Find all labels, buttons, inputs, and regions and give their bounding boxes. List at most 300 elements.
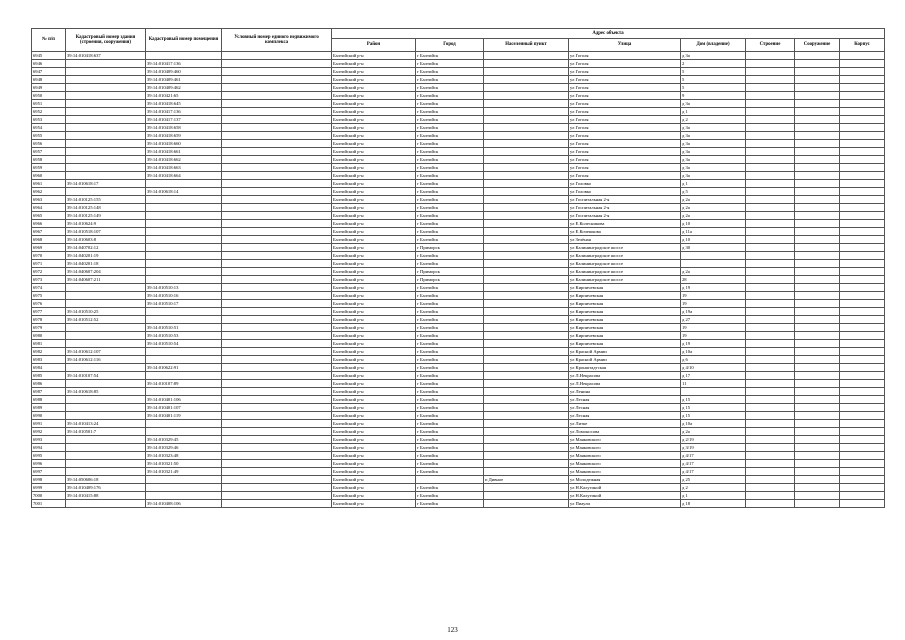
- cell-settlement: [484, 396, 569, 404]
- cell-building: [746, 468, 795, 476]
- cell-house: д 3а: [681, 156, 746, 164]
- cell-structure: [795, 52, 840, 60]
- cell-korpus: [840, 156, 885, 164]
- cell-settlement: [484, 364, 569, 372]
- cell-korpus: [840, 188, 885, 196]
- cell-korpus: [840, 116, 885, 124]
- cell-structure: [795, 396, 840, 404]
- cell-korpus: [840, 276, 885, 284]
- cell-conditional-number: [222, 492, 332, 500]
- cell-korpus: [840, 100, 885, 108]
- table-row: [32, 420, 885, 428]
- cell-conditional-number: [222, 100, 332, 108]
- cell-house: 5: [681, 76, 746, 84]
- cell-city: г Балтийск: [416, 124, 484, 132]
- cell-cadastral-premise: [146, 372, 222, 380]
- cell-structure: [795, 196, 840, 204]
- cell-district: Балтийский р-н: [332, 492, 416, 500]
- table-row: [32, 332, 885, 340]
- cell-house: 11: [681, 380, 746, 388]
- cell-settlement: [484, 308, 569, 316]
- cell-conditional-number: [222, 356, 332, 364]
- cell-city: г Балтийск: [416, 372, 484, 380]
- cell-cadastral-premise: [146, 204, 222, 212]
- cell-conditional-number: [222, 316, 332, 324]
- cell-num: 6998: [32, 476, 66, 484]
- cell-structure: [795, 188, 840, 196]
- cell-structure: [795, 236, 840, 244]
- table-row: [32, 132, 885, 140]
- cell-house: д 17: [681, 372, 746, 380]
- cell-street: ул Гоголя: [569, 52, 681, 60]
- cell-korpus: [840, 292, 885, 300]
- table-row: [32, 284, 885, 292]
- cell-building: [746, 364, 795, 372]
- cell-city: г Балтийск: [416, 172, 484, 180]
- cell-cadastral-premise: 39:14:010401:107: [146, 404, 222, 412]
- cell-cadastral-building: [66, 164, 146, 172]
- cell-structure: [795, 476, 840, 484]
- cell-korpus: [840, 204, 885, 212]
- cell-conditional-number: [222, 468, 332, 476]
- cell-cadastral-building: [66, 156, 146, 164]
- table-row: [32, 468, 885, 476]
- cell-district: Балтийский р-н: [332, 444, 416, 452]
- cell-building: [746, 188, 795, 196]
- cell-num: 6969: [32, 244, 66, 252]
- cell-district: Балтийский р-н: [332, 132, 416, 140]
- cell-conditional-number: [222, 388, 332, 396]
- cell-house: д 10: [681, 236, 746, 244]
- cell-house: д 18: [681, 500, 746, 508]
- cell-structure: [795, 148, 840, 156]
- cell-korpus: [840, 148, 885, 156]
- cell-conditional-number: [222, 124, 332, 132]
- cell-street: ул Гоголя: [569, 140, 681, 148]
- table-row: [32, 76, 885, 84]
- cell-house: д 19а: [681, 308, 746, 316]
- cell-street: ул Калининградское шоссе: [569, 276, 681, 284]
- table-row: [32, 412, 885, 420]
- cell-settlement: [484, 84, 569, 92]
- cell-korpus: [840, 172, 885, 180]
- cell-conditional-number: [222, 308, 332, 316]
- cell-settlement: [484, 180, 569, 188]
- cell-conditional-number: [222, 164, 332, 172]
- cell-korpus: [840, 332, 885, 340]
- cell-building: [746, 268, 795, 276]
- cell-structure: [795, 116, 840, 124]
- cell-cadastral-building: [66, 444, 146, 452]
- cell-structure: [795, 76, 840, 84]
- cell-house: д 3/19: [681, 444, 746, 452]
- cell-structure: [795, 468, 840, 476]
- cell-street: ул Н.Калугиной: [569, 484, 681, 492]
- cell-street: ул Госпитальная 2-я: [569, 196, 681, 204]
- table-row: [32, 252, 885, 260]
- table-row: [32, 316, 885, 324]
- cell-settlement: [484, 388, 569, 396]
- cell-num: 6953: [32, 116, 66, 124]
- cell-cadastral-premise: [146, 276, 222, 284]
- cell-cadastral-premise: 39:14:010510:51: [146, 324, 222, 332]
- cell-district: Балтийский р-н: [332, 324, 416, 332]
- cell-settlement: [484, 76, 569, 84]
- cell-settlement: [484, 92, 569, 100]
- cell-district: Балтийский р-н: [332, 308, 416, 316]
- table-row: [32, 324, 885, 332]
- cell-conditional-number: [222, 364, 332, 372]
- cell-city: г Балтийск: [416, 284, 484, 292]
- cell-num: 6985: [32, 372, 66, 380]
- cell-building: [746, 204, 795, 212]
- cell-korpus: [840, 284, 885, 292]
- table-row: [32, 260, 885, 268]
- cell-settlement: [484, 492, 569, 500]
- cell-district: Балтийский р-н: [332, 316, 416, 324]
- cell-num: 6993: [32, 436, 66, 444]
- cell-cadastral-premise: 39:14:010329:45: [146, 436, 222, 444]
- cell-settlement: [484, 484, 569, 492]
- cell-num: 6950: [32, 92, 66, 100]
- cell-cadastral-premise: 39:14:010510:54: [146, 340, 222, 348]
- cell-street: ул Гоголя: [569, 100, 681, 108]
- cell-korpus: [840, 300, 885, 308]
- cell-settlement: [484, 316, 569, 324]
- cell-conditional-number: [222, 340, 332, 348]
- cell-conditional-number: [222, 236, 332, 244]
- cell-street: ул Молодежная: [569, 476, 681, 484]
- cell-street: ул Маяковского: [569, 460, 681, 468]
- cell-conditional-number: [222, 292, 332, 300]
- cell-settlement: [484, 356, 569, 364]
- cell-city: г Балтийск: [416, 388, 484, 396]
- cell-cadastral-building: 39:14:040201:19: [66, 252, 146, 260]
- cell-settlement: [484, 324, 569, 332]
- cell-korpus: [840, 92, 885, 100]
- cell-street: ул Красной Армии: [569, 356, 681, 364]
- cell-num: 6956: [32, 140, 66, 148]
- cell-city: г Балтийск: [416, 68, 484, 76]
- cell-conditional-number: [222, 180, 332, 188]
- cell-conditional-number: [222, 404, 332, 412]
- cell-cadastral-building: 39:14:050606:18: [66, 476, 146, 484]
- cell-city: г Балтийск: [416, 500, 484, 508]
- cell-cadastral-building: 39:14:010501:7: [66, 428, 146, 436]
- cell-structure: [795, 124, 840, 132]
- cell-cadastral-building: [66, 324, 146, 332]
- cell-cadastral-premise: 39:14:010329:46: [146, 444, 222, 452]
- cell-num: 6986: [32, 380, 66, 388]
- cell-district: Балтийский р-н: [332, 244, 416, 252]
- header-cadastral-building: Кадастровый номер здания (строения, сооружения): [66, 29, 146, 52]
- cell-korpus: [840, 124, 885, 132]
- cell-district: Балтийский р-н: [332, 76, 416, 84]
- cell-korpus: [840, 140, 885, 148]
- cell-settlement: [484, 244, 569, 252]
- cell-structure: [795, 364, 840, 372]
- cell-num: 6949: [32, 84, 66, 92]
- cell-cadastral-building: 39:14:010603:8: [66, 236, 146, 244]
- cell-district: Балтийский р-н: [332, 348, 416, 356]
- cell-city: г Балтийск: [416, 76, 484, 84]
- cell-korpus: [840, 212, 885, 220]
- cell-cadastral-premise: 39:14:010401:106: [146, 396, 222, 404]
- cell-city: г Балтийск: [416, 92, 484, 100]
- cell-street: ул Ломоносова: [569, 428, 681, 436]
- table-row: [32, 372, 885, 380]
- cell-korpus: [840, 60, 885, 68]
- table-row: [32, 388, 885, 396]
- cell-structure: [795, 260, 840, 268]
- cell-street: ул Кирпичевская: [569, 316, 681, 324]
- table-row: [32, 140, 885, 148]
- header-house: Дом (владение): [681, 39, 746, 52]
- cell-city: г Балтийск: [416, 356, 484, 364]
- cell-house: д 3а: [681, 172, 746, 180]
- table-row: [32, 156, 885, 164]
- cell-street: ул Головко: [569, 180, 681, 188]
- cell-cadastral-premise: 39:14:010409:461: [146, 76, 222, 84]
- cell-building: [746, 388, 795, 396]
- table-row: [32, 60, 885, 68]
- cell-building: [746, 332, 795, 340]
- cell-korpus: [840, 484, 885, 492]
- header-conditional-number: Условный номер единого недвижимого комплекса: [222, 29, 332, 52]
- cell-cadastral-premise: [146, 260, 222, 268]
- cell-settlement: [484, 172, 569, 180]
- cell-korpus: [840, 348, 885, 356]
- cell-structure: [795, 164, 840, 172]
- cell-korpus: [840, 324, 885, 332]
- cell-cadastral-building: [66, 68, 146, 76]
- cell-num: 6999: [32, 484, 66, 492]
- cell-cadastral-building: [66, 84, 146, 92]
- table-row: [32, 220, 885, 228]
- cell-cadastral-building: 39:14:010125:149: [66, 212, 146, 220]
- cell-num: 6991: [32, 420, 66, 428]
- cell-num: 6996: [32, 460, 66, 468]
- cell-building: [746, 276, 795, 284]
- cell-conditional-number: [222, 108, 332, 116]
- table-row: [32, 188, 885, 196]
- cell-district: Балтийский р-н: [332, 356, 416, 364]
- cell-district: Балтийский р-н: [332, 420, 416, 428]
- cell-settlement: п Дивное: [484, 476, 569, 484]
- cell-cadastral-building: [66, 124, 146, 132]
- table-row: [32, 180, 885, 188]
- cell-num: 6980: [32, 332, 66, 340]
- cell-korpus: [840, 436, 885, 444]
- cell-district: Балтийский р-н: [332, 196, 416, 204]
- cell-korpus: [840, 500, 885, 508]
- cell-structure: [795, 356, 840, 364]
- cell-city: г Балтийск: [416, 116, 484, 124]
- table-row: [32, 380, 885, 388]
- cell-num: 6984: [32, 364, 66, 372]
- cell-conditional-number: [222, 204, 332, 212]
- cell-building: [746, 52, 795, 60]
- table-row: [32, 484, 885, 492]
- header-structure: Сооружение: [795, 39, 840, 52]
- cell-korpus: [840, 244, 885, 252]
- cell-building: [746, 452, 795, 460]
- cell-cadastral-premise: [146, 244, 222, 252]
- cell-city: г Балтийск: [416, 348, 484, 356]
- cell-korpus: [840, 180, 885, 188]
- cell-city: г Приморск: [416, 276, 484, 284]
- cell-street: ул Кирпичевская: [569, 324, 681, 332]
- cell-cadastral-premise: [146, 388, 222, 396]
- cell-cadastral-premise: 39:14:010321:49: [146, 468, 222, 476]
- cell-cadastral-premise: [146, 428, 222, 436]
- cell-building: [746, 460, 795, 468]
- cell-house: д 3а: [681, 132, 746, 140]
- table-row: [32, 172, 885, 180]
- cell-street: ул Госпитальная 2-я: [569, 212, 681, 220]
- cell-settlement: [484, 252, 569, 260]
- cell-korpus: [840, 492, 885, 500]
- cell-cadastral-premise: 39:14:010418:664: [146, 172, 222, 180]
- cell-structure: [795, 68, 840, 76]
- cell-district: Балтийский р-н: [332, 148, 416, 156]
- table-row: [32, 116, 885, 124]
- cell-building: [746, 132, 795, 140]
- cell-district: Балтийский р-н: [332, 188, 416, 196]
- cell-district: Балтийский р-н: [332, 100, 416, 108]
- cell-house: 28: [681, 276, 746, 284]
- cell-cadastral-building: 39:14:010518:107: [66, 228, 146, 236]
- cell-street: ул Красной Армии: [569, 348, 681, 356]
- cell-korpus: [840, 444, 885, 452]
- cell-num: 6961: [32, 180, 66, 188]
- cell-district: Балтийский р-н: [332, 436, 416, 444]
- cell-house: 19: [681, 292, 746, 300]
- cell-conditional-number: [222, 444, 332, 452]
- cell-district: Балтийский р-н: [332, 84, 416, 92]
- cell-district: Балтийский р-н: [332, 276, 416, 284]
- cell-cadastral-premise: 39:14:010417:137: [146, 116, 222, 124]
- cell-korpus: [840, 308, 885, 316]
- cell-house: д 1: [681, 180, 746, 188]
- cell-city: г Балтийск: [416, 108, 484, 116]
- cell-house: [681, 252, 746, 260]
- cell-cadastral-building: [66, 188, 146, 196]
- cell-num: 6952: [32, 108, 66, 116]
- cell-building: [746, 356, 795, 364]
- cell-district: Балтийский р-н: [332, 500, 416, 508]
- cell-house: 9: [681, 92, 746, 100]
- cell-num: 6966: [32, 220, 66, 228]
- cell-cadastral-building: [66, 76, 146, 84]
- cell-cadastral-premise: 39:14:010418:662: [146, 156, 222, 164]
- cell-street: ул Гоголя: [569, 92, 681, 100]
- cell-district: Балтийский р-н: [332, 364, 416, 372]
- cell-korpus: [840, 252, 885, 260]
- cell-structure: [795, 172, 840, 180]
- cell-cadastral-premise: 39:14:010510:16: [146, 292, 222, 300]
- cell-cadastral-building: 39:14:010624:9: [66, 220, 146, 228]
- cell-house: д 10а: [681, 348, 746, 356]
- cell-house: д 3а: [681, 140, 746, 148]
- cell-building: [746, 340, 795, 348]
- cell-city: г Балтийск: [416, 380, 484, 388]
- cell-cadastral-premise: [146, 212, 222, 220]
- cell-house: д 10а: [681, 420, 746, 428]
- cell-cadastral-premise: 39:14:010321:50: [146, 460, 222, 468]
- cell-street: ул Головко: [569, 188, 681, 196]
- cell-structure: [795, 268, 840, 276]
- cell-num: 6990: [32, 412, 66, 420]
- cell-num: 6976: [32, 300, 66, 308]
- cell-district: Балтийский р-н: [332, 236, 416, 244]
- cell-district: Балтийский р-н: [332, 124, 416, 132]
- cell-city: г Балтийск: [416, 340, 484, 348]
- cell-structure: [795, 372, 840, 380]
- cell-structure: [795, 228, 840, 236]
- cell-num: 6968: [32, 236, 66, 244]
- cell-street: ул Кирпичевская: [569, 332, 681, 340]
- cell-building: [746, 300, 795, 308]
- cell-num: 6945: [32, 52, 66, 60]
- cell-cadastral-building: [66, 148, 146, 156]
- cell-street: ул Кирпичевская: [569, 308, 681, 316]
- cell-city: г Балтийск: [416, 396, 484, 404]
- cell-korpus: [840, 420, 885, 428]
- cell-cadastral-building: [66, 364, 146, 372]
- cell-city: г Балтийск: [416, 460, 484, 468]
- cell-conditional-number: [222, 348, 332, 356]
- cell-cadastral-premise: 39:14:010418:660: [146, 140, 222, 148]
- cell-cadastral-premise: 39:14:010401:119: [146, 412, 222, 420]
- cell-street: ул Маяковского: [569, 468, 681, 476]
- table-row: [32, 196, 885, 204]
- cell-house: д 2: [681, 116, 746, 124]
- cell-city: г Балтийск: [416, 164, 484, 172]
- cell-conditional-number: [222, 332, 332, 340]
- table-header: [32, 29, 885, 52]
- cell-settlement: [484, 340, 569, 348]
- cell-house: д 4/17: [681, 452, 746, 460]
- cell-structure: [795, 436, 840, 444]
- cell-street: ул Калининградское шоссе: [569, 244, 681, 252]
- cell-structure: [795, 180, 840, 188]
- cell-settlement: [484, 268, 569, 276]
- cell-cadastral-premise: [146, 52, 222, 60]
- table-row: [32, 236, 885, 244]
- cell-street: ул Калининградское шоссе: [569, 260, 681, 268]
- cell-settlement: [484, 460, 569, 468]
- cell-house: 5: [681, 68, 746, 76]
- cell-house: д 19: [681, 284, 746, 292]
- cell-building: [746, 428, 795, 436]
- cell-district: Балтийский р-н: [332, 284, 416, 292]
- cell-house: д 30: [681, 244, 746, 252]
- cell-structure: [795, 500, 840, 508]
- cell-settlement: [484, 444, 569, 452]
- cell-district: Балтийский р-н: [332, 452, 416, 460]
- cell-house: 19: [681, 332, 746, 340]
- cell-city: г Балтийск: [416, 468, 484, 476]
- cell-cadastral-premise: 39:14:010409:462: [146, 84, 222, 92]
- cell-city: г Балтийск: [416, 188, 484, 196]
- cell-house: д 10: [681, 220, 746, 228]
- cell-conditional-number: [222, 396, 332, 404]
- cell-city: г Балтийск: [416, 156, 484, 164]
- cell-building: [746, 316, 795, 324]
- cell-street: ул Лесная: [569, 404, 681, 412]
- cell-building: [746, 260, 795, 268]
